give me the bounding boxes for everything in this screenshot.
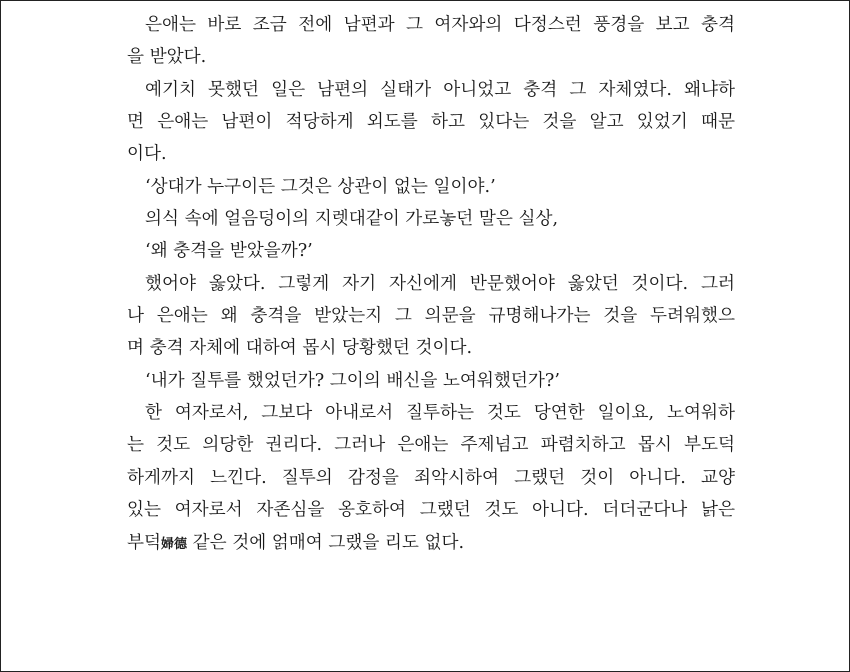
- text-line: 의식 속에 얼음덩이의 지렛대같이 가로놓던 말은 실상,: [145, 209, 559, 230]
- quote-line: ‘상대가 누구이든 그것은 상관이 없는 일이야.’: [145, 176, 496, 197]
- text-segment: 부덕: [127, 532, 161, 553]
- text-line: 는 것도 의당한 권리다. 그러나 은애는 주제넘고 파렴치하고 몹시 부도덕: [127, 435, 735, 456]
- text-line: 한 여자로서, 그보다 아내로서 질투하는 것도 당연한 일이요, 노여워하: [145, 403, 735, 424]
- text-line: 했어야 옳았다. 그렇게 자기 자신에게 반문했어야 옳았던 것이다. 그러: [145, 273, 735, 294]
- text-line: 며 충격 자체에 대하여 몹시 당황했던 것이다.: [127, 338, 473, 359]
- text-line: 하게까지 느낀다. 질투의 감정을 죄악시하여 그랬던 것이 아니다. 교양: [127, 467, 735, 488]
- hanja-gloss: 婦德: [161, 536, 188, 552]
- text-line: 을 받았다.: [127, 47, 207, 68]
- text-line: 면 은애는 남편이 적당하게 외도를 하고 있다는 것을 알고 있었기 때문: [127, 112, 735, 133]
- text-line: 예기치 못했던 일은 남편의 실태가 아니었고 충격 그 자체였다. 왜냐하: [145, 79, 735, 100]
- text-line: 이다.: [127, 144, 167, 165]
- text-segment: 같은 것에 얽매여 그랬을 리도 없다.: [187, 532, 465, 553]
- text-line: 있는 여자로서 자존심을 옹호하여 그랬던 것도 아니다. 더더군다나 낡은: [127, 500, 735, 521]
- text-line: 나 은애는 왜 충격을 받았는지 그 의문을 규명해나가는 것을 두려워했으: [127, 306, 735, 327]
- body-text: [127, 9, 735, 559]
- text-line: 은애는 바로 조금 전에 남편과 그 여자와의 다정스런 풍경을 보고 충격: [145, 15, 735, 35]
- text-line-last: [127, 527, 735, 559]
- quote-line: ‘내가 질투를 했었던가? 그이의 배신을 노여워했던가?’: [145, 370, 560, 391]
- quote-line: ‘왜 충격을 받았을까?’: [145, 241, 313, 262]
